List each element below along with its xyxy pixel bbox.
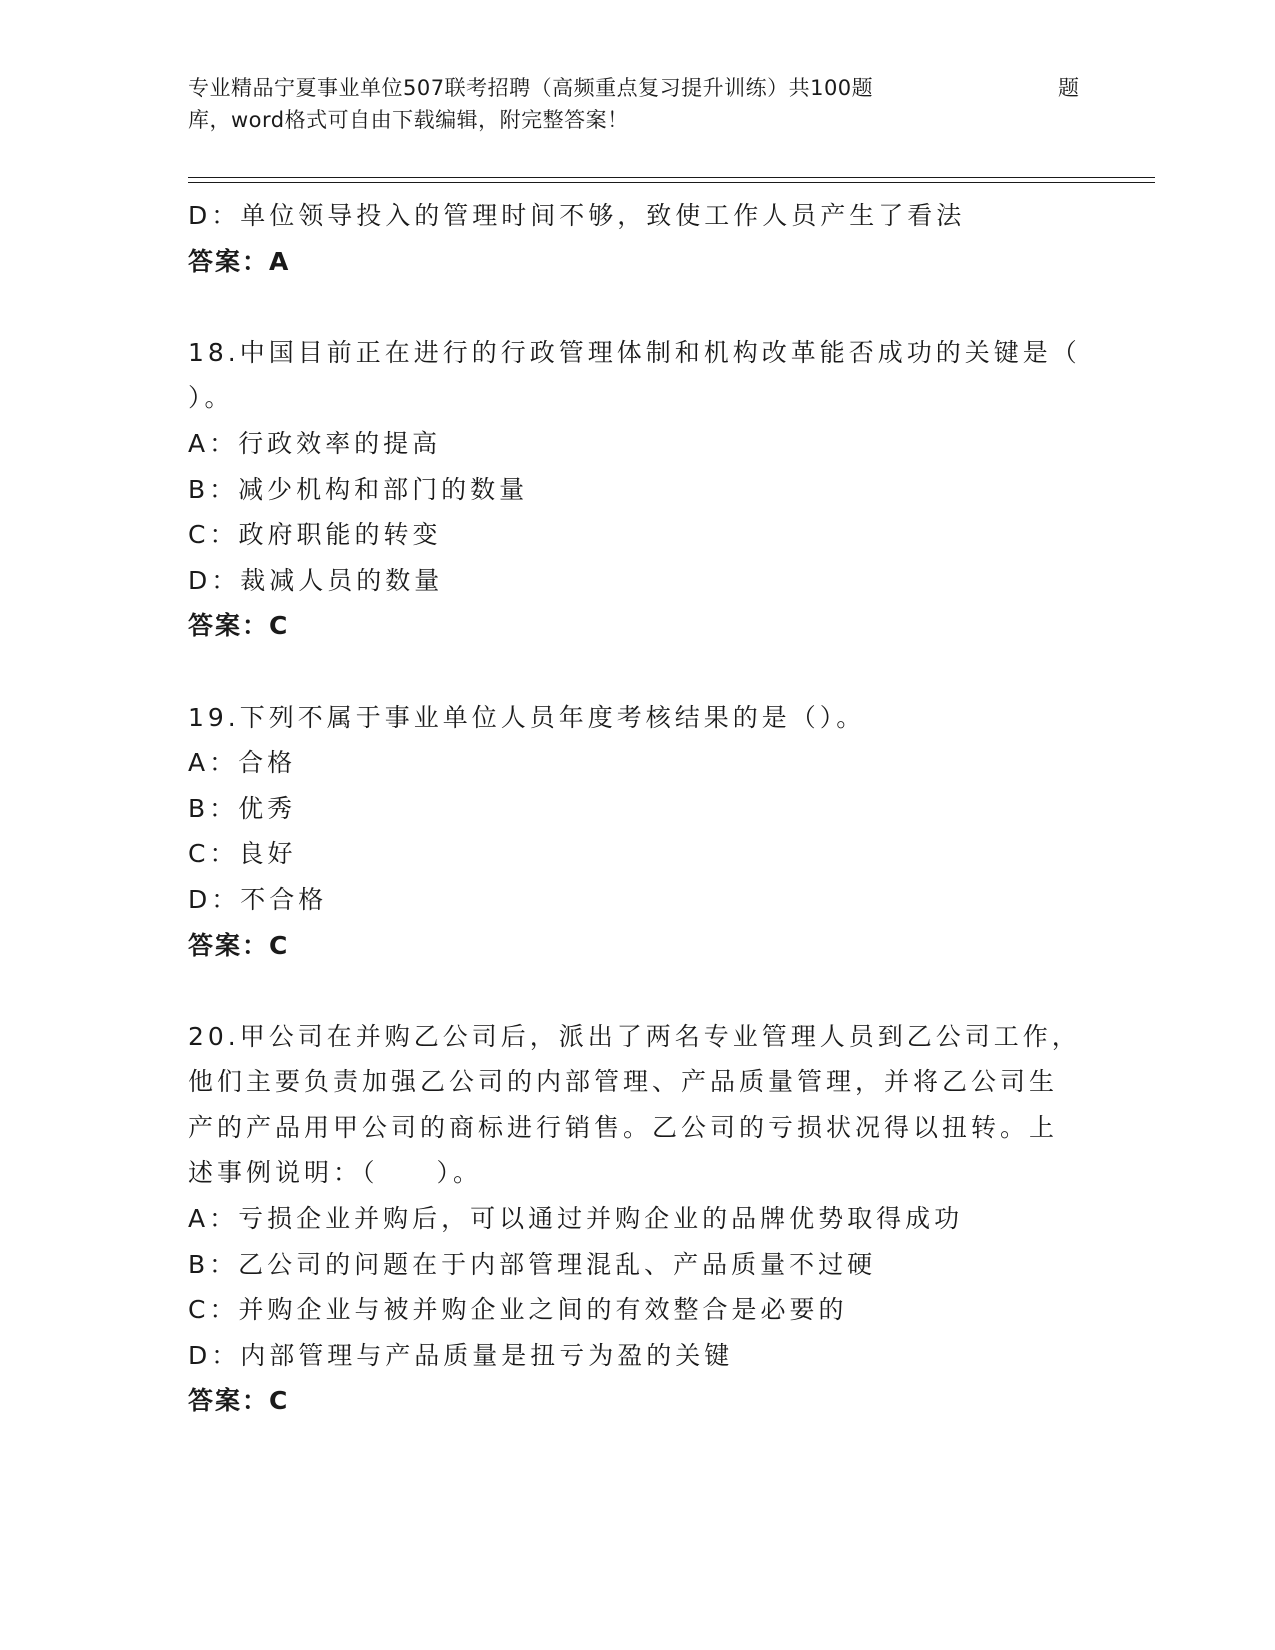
- question-stem: 述事例说明：（ ）。: [188, 1158, 483, 1188]
- option-c: C：政府职能的转变: [188, 520, 442, 550]
- option-a: A：合格: [188, 748, 297, 778]
- page-header: [188, 72, 1088, 136]
- header-divider-bottom: [188, 182, 1155, 183]
- spacer: [188, 968, 1088, 1014]
- question-stem: 20.甲公司在并购乙公司后，派出了两名专业管理人员到乙公司工作，: [188, 1021, 1081, 1051]
- option-a: A：行政效率的提高: [188, 428, 442, 458]
- header-title-line-1: 专业精品宁夏事业单位507联考招聘（高频重点复习提升训练）共100题: [188, 76, 874, 100]
- previous-question-tail: [188, 193, 1088, 284]
- spacer: [188, 284, 1088, 330]
- question-stem: 他们主要负责加强乙公司的内部管理、产品质量管理，并将乙公司生: [188, 1067, 1059, 1097]
- header-title-tail: 题: [1058, 76, 1080, 100]
- question-20: [188, 1014, 1088, 1424]
- answer-line: 答案：C: [188, 1386, 290, 1416]
- question-stem: 产的产品用甲公司的商标进行销售。乙公司的亏损状况得以扭转。上: [188, 1112, 1059, 1142]
- option-d: D：内部管理与产品质量是扭亏为盈的关键: [188, 1340, 734, 1370]
- answer-line: 答案：C: [188, 611, 290, 641]
- question-content: [188, 193, 1088, 1424]
- question-stem: 19.下列不属于事业单位人员年度考核结果的是（）。: [188, 702, 866, 732]
- question-18: [188, 330, 1088, 649]
- option-a: A：亏损企业并购后，可以通过并购企业的品牌优势取得成功: [188, 1204, 964, 1234]
- option-b: B：优秀: [188, 793, 297, 823]
- option-d: D：单位领导投入的管理时间不够，致使工作人员产生了看法: [188, 201, 966, 230]
- answer-line: 答案：C: [188, 930, 290, 960]
- header-divider-top: [188, 177, 1155, 178]
- option-c: C：并购企业与被并购企业之间的有效整合是必要的: [188, 1295, 848, 1325]
- answer-line: 答案：A: [188, 246, 291, 276]
- spacer: [188, 649, 1088, 695]
- option-b: B：减少机构和部门的数量: [188, 474, 529, 504]
- option-c: C：良好: [188, 839, 297, 869]
- header-title-line-2: 库，word格式可自由下载编辑，附完整答案！: [188, 108, 629, 132]
- question-19: [188, 695, 1088, 969]
- option-d: D：裁减人员的数量: [188, 565, 444, 595]
- option-b: B：乙公司的问题在于内部管理混乱、产品质量不过硬: [188, 1249, 877, 1279]
- question-stem: ）。: [188, 383, 234, 413]
- option-d: D：不合格: [188, 884, 328, 914]
- question-stem: 18.中国目前正在进行的行政管理体制和机构改革能否成功的关键是（: [188, 337, 1081, 367]
